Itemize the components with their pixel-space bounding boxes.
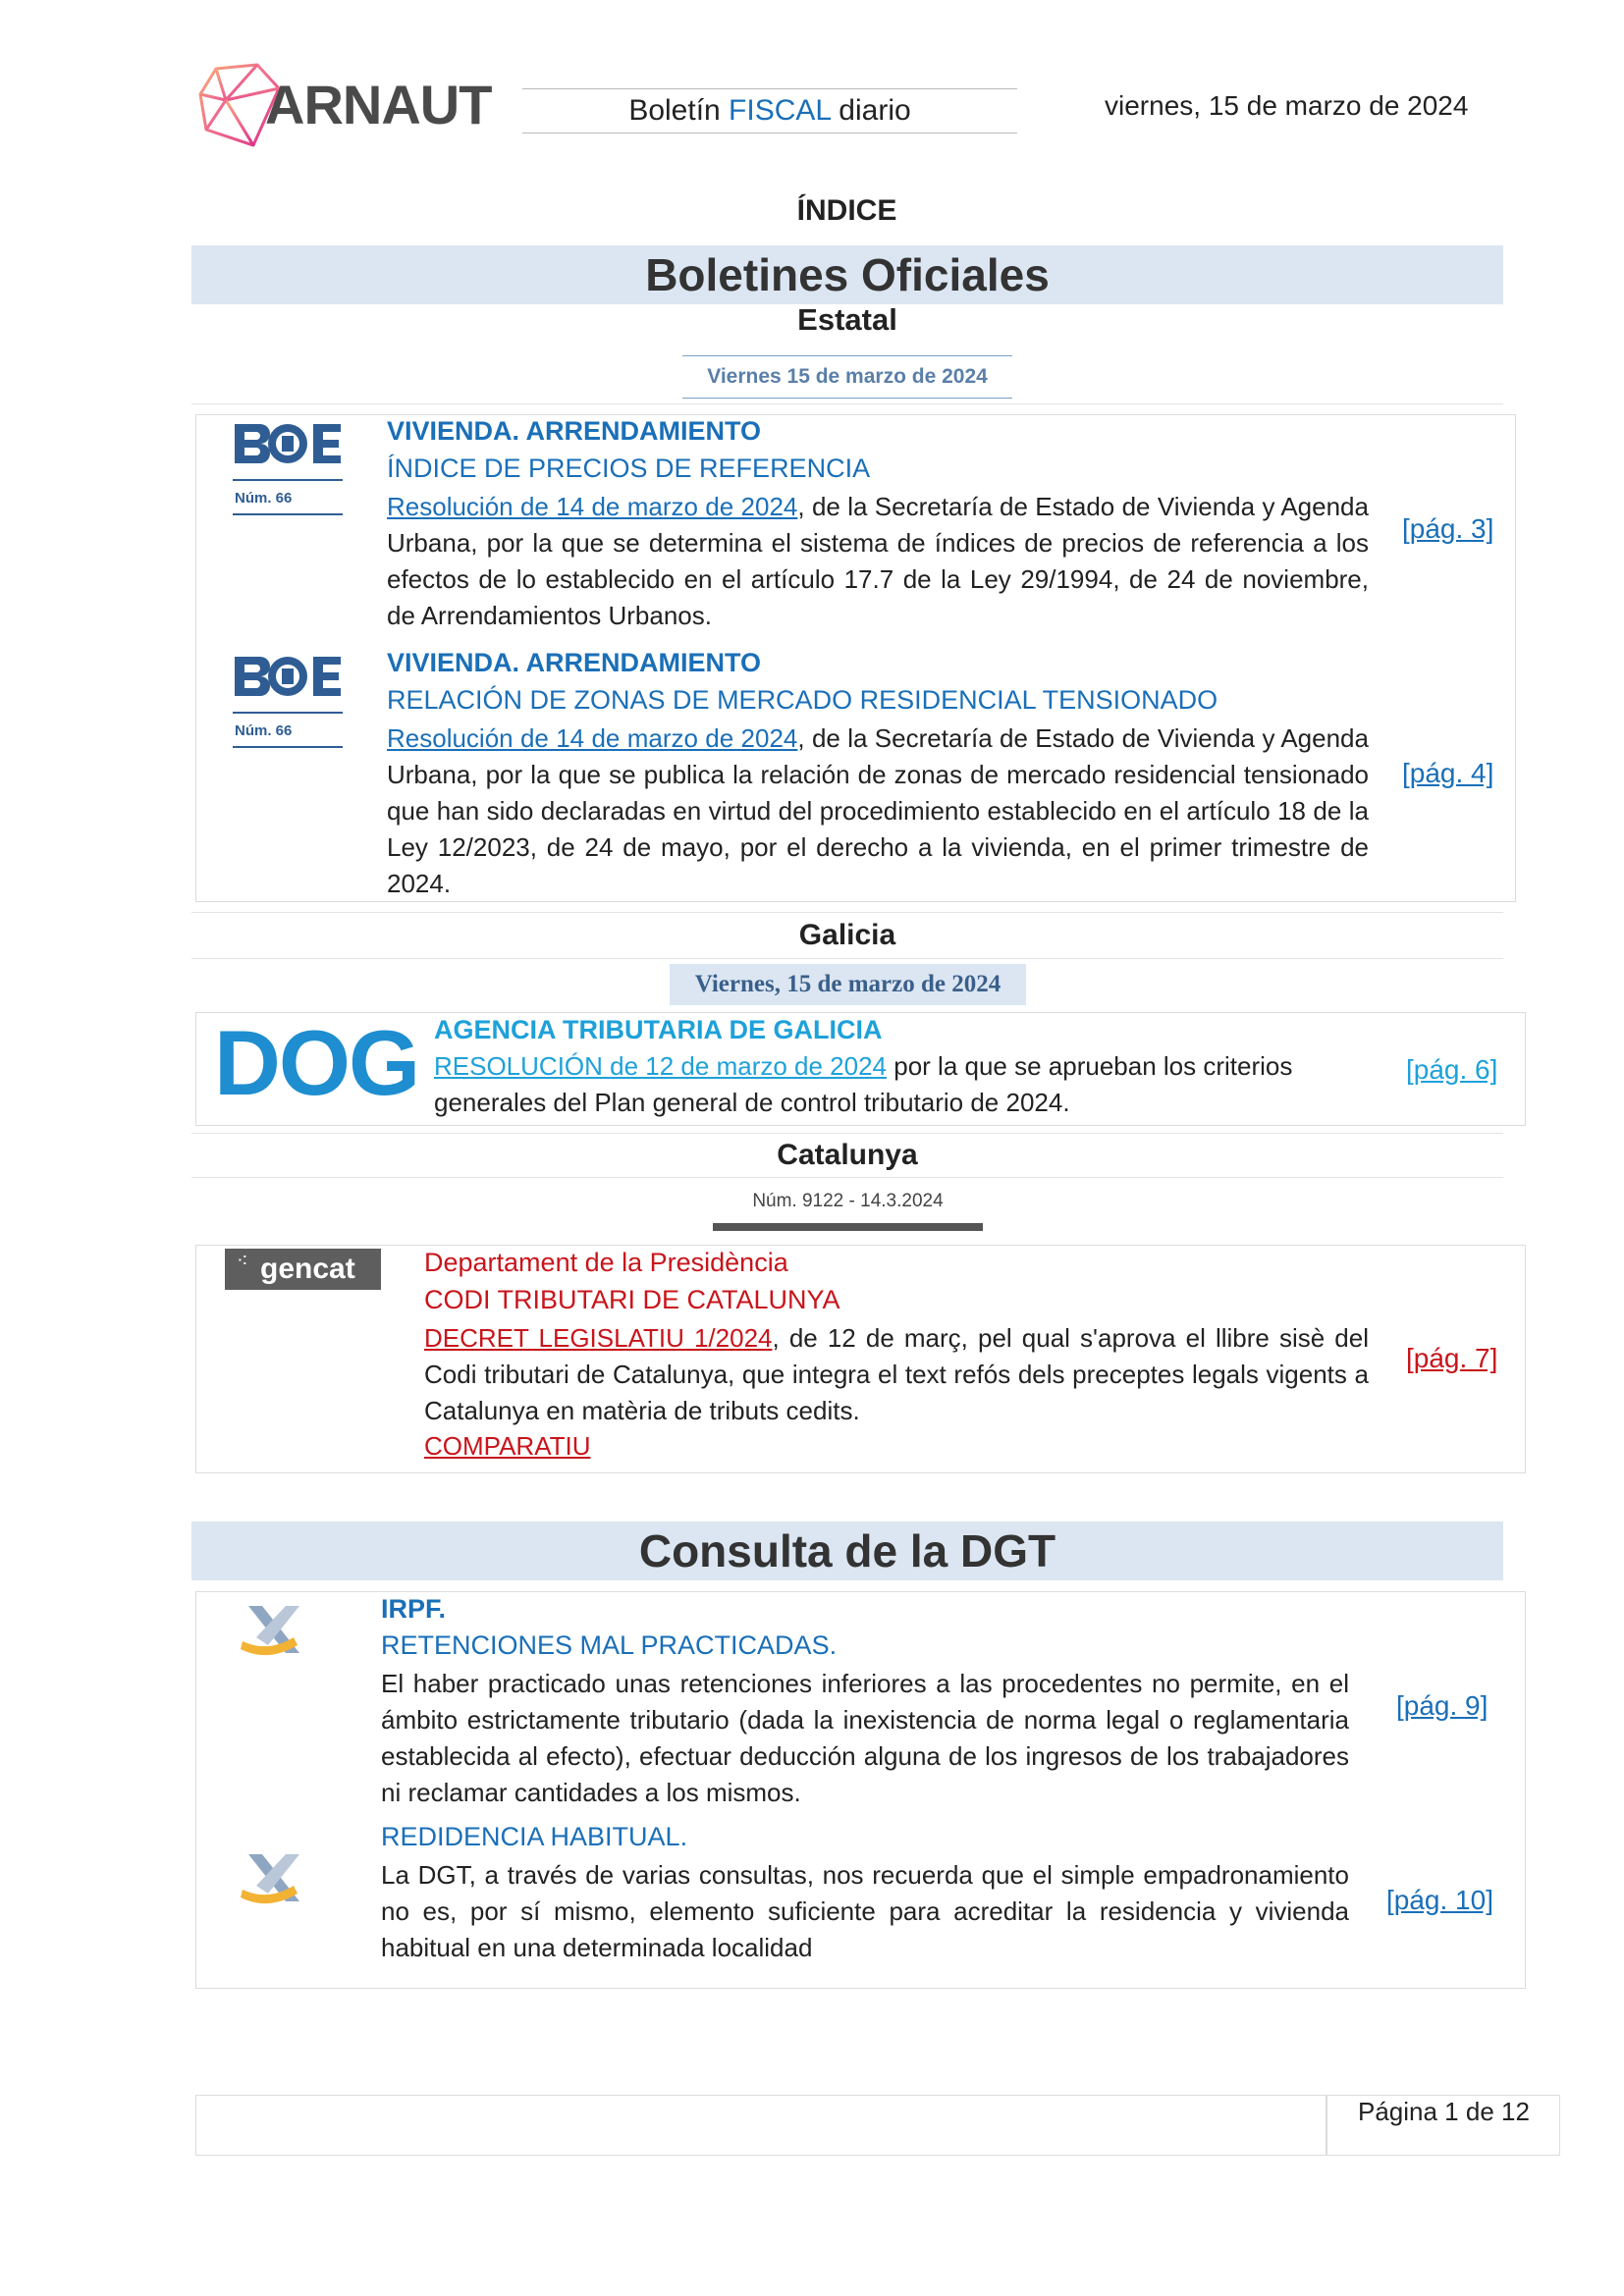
entry-department: Departament de la Presidència (424, 1248, 788, 1277)
header-date: viernes, 15 de marzo de 2024 (1105, 90, 1469, 121)
estatal-date-label: Viernes 15 de marzo de 2024 (682, 355, 1012, 399)
divider (233, 712, 343, 714)
entry-text: , de la Secretaría de Estado de Vivienda y Agenda Urbana, por la que se determina el sistema de índices de precios de referencia a los efectos de lo establecido en el artículo 17.7 de la Ley 29/1994, de 24 de noviembre, de Arrendamientos Urbanos. (387, 492, 1369, 630)
entry-description (424, 1320, 1369, 1429)
boe-emblem-icon (233, 653, 343, 700)
divider (713, 1223, 983, 1231)
bulletin-title-accent: FISCAL (729, 94, 831, 127)
divider (233, 746, 343, 748)
page-link[interactable]: [pág. 4] (1402, 758, 1494, 788)
bulletin-title-suffix: diario (830, 94, 911, 127)
entry-subtopic: ÍNDICE DE PRECIOS DE REFERENCIA (387, 454, 871, 483)
page-link[interactable]: [pág. 9] (1396, 1690, 1489, 1721)
entry-description: El haber practicado unas retenciones inferiores a las procedentes no permite, en el ámbito estrictamente tributario (dada la inexistencia de norma legal o reglamentaria establecida al efecto), efectuar deducción alguna de los ingresos de los trabajadores ni reclamar cantidades a los mismos. (381, 1669, 1349, 1807)
section-boletines-oficiales: Boletines Oficiales (191, 245, 1503, 304)
brand-logo-text: ARNAUT (265, 74, 492, 135)
bulletin-title (522, 88, 1017, 133)
heading-catalunya: Catalunya (777, 1139, 918, 1171)
dogc-num-label: Núm. 9122 - 14.3.2024 (752, 1191, 944, 1211)
divider (233, 479, 343, 481)
boe-logo (233, 420, 343, 467)
dog-logo: DOG (214, 1011, 419, 1114)
comparativ-link[interactable]: COMPARATIU (424, 1431, 591, 1461)
galicia-date-label: Viernes, 15 de marzo de 2024 (670, 964, 1026, 1005)
entry-description (387, 721, 1369, 902)
entry-topic: VIVIENDA. ARRENDAMIENTO (387, 648, 762, 677)
divider (1326, 2095, 1327, 2156)
entry-description (387, 489, 1369, 634)
entry-text: por la que se aprueban los criterios generales del Plan general de control tributario de 2024. (434, 1051, 1293, 1117)
divider (191, 958, 1503, 959)
heading-galicia: Galicia (798, 919, 896, 951)
resolution-link[interactable]: RESOLUCIÓN de 12 de marzo de 2024 (434, 1051, 888, 1081)
divider (191, 1133, 1503, 1134)
entry-description: La DGT, a través de varias consultas, nos recuerda que el simple empadronamiento no es, por sí mismo, elemento suficiente para acreditar la residencia y vivienda habitual en una determinada localidad (381, 1860, 1349, 1962)
divider (233, 513, 343, 515)
aeat-logo-icon (239, 1850, 309, 1905)
resolution-link[interactable]: Resolución de 14 de marzo de 2024 (387, 492, 798, 521)
footer-page-number: Página 1 de 12 (1358, 2097, 1530, 2126)
boe-logo (233, 653, 343, 700)
entry-description (434, 1048, 1367, 1121)
footer-box (195, 2095, 1560, 2156)
gencat-dots-icon: ⁖ (237, 1251, 249, 1272)
boe-issue-number: Núm. 66 (235, 490, 293, 507)
index-title: ÍNDICE (796, 194, 897, 227)
page-link[interactable]: [pág. 6] (1406, 1054, 1498, 1085)
boe-issue-number: Núm. 66 (235, 722, 293, 739)
entry-text: , de 12 de març, pel qual s'aprova el llibre sisè del Codi tributari de Catalunya, que integra el text refós dels preceptes legals vigents a Catalunya en matèria de tributs cedits. (424, 1323, 1369, 1425)
entry-subtopic: RELACIÓN DE ZONAS DE MERCADO RESIDENCIAL TENSIONADO (387, 685, 1218, 715)
entry-topic: IRPF. (381, 1594, 447, 1624)
entry-topic: CODI TRIBUTARI DE CATALUNYA (424, 1285, 840, 1314)
decret-link[interactable]: DECRET LEGISLATIU 1/2024 (424, 1323, 773, 1353)
aeat-logo-icon (239, 1602, 309, 1657)
entry-subtopic: REDIDENCIA HABITUAL. (381, 1822, 688, 1851)
section-consulta-dgt: Consulta de la DGT (191, 1522, 1503, 1580)
gencat-logo-text: gencat (260, 1253, 355, 1285)
page-link[interactable]: [pág. 10] (1386, 1885, 1493, 1915)
brand-logo (196, 61, 492, 151)
entry-subtopic: RETENCIONES MAL PRACTICADAS. (381, 1630, 838, 1660)
divider (191, 912, 1503, 913)
bulletin-title-prefix: Boletín (628, 94, 730, 127)
page-link[interactable]: [pág. 7] (1406, 1343, 1498, 1373)
entry-text: , de la Secretaría de Estado de Vivienda y Agenda Urbana, por la que se publica la relación de zonas de mercado residencial tensionado que han sido declaradas en virtud del procedimiento establecido en el artículo 18 de la Ley 12/2023, de 24 de mayo, por el derecho a la vivienda, en el primer trimestre de 2024. (387, 723, 1369, 898)
entry-topic: AGENCIA TRIBUTARIA DE GALICIA (434, 1015, 883, 1044)
divider (191, 1177, 1503, 1178)
page-link[interactable]: [pág. 3] (1402, 513, 1494, 544)
resolution-link[interactable]: Resolución de 14 de marzo de 2024 (387, 723, 798, 753)
gencat-logo (225, 1249, 381, 1290)
boe-emblem-icon (233, 420, 343, 467)
entry-topic: VIVIENDA. ARRENDAMIENTO (387, 416, 762, 446)
divider (191, 403, 1503, 404)
heading-estatal: Estatal (797, 302, 897, 337)
